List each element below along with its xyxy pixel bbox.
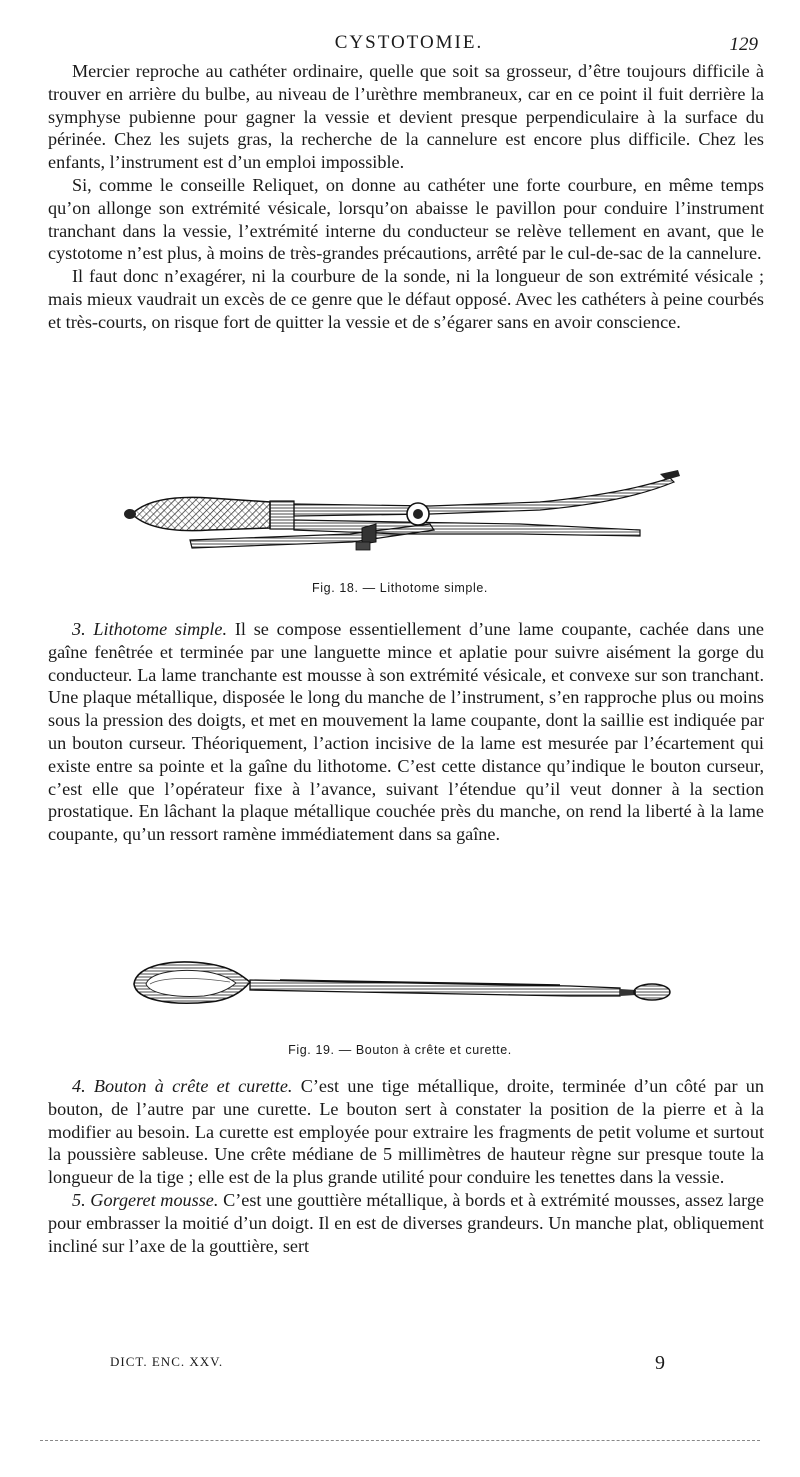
figure-18-caption: Fig. 18. — Lithotome simple. (312, 581, 488, 595)
paragraph-exagerer: Il faut donc n’exagérer, ni la courbure de la sonde, ni la longueur de son extrémité vésicale ; mais mieux vaudrait un excès de ce genre que le défaut opposé. Avec les cathéters à peine courbés et très-courts, on risque fort de quitter la vessie et de s’égarer sans en avoir conscience. (48, 266, 764, 332)
running-title: CYSTOTOMIE. (334, 32, 484, 53)
text-block-lithotome (48, 618, 764, 846)
text-block-curette (48, 1075, 764, 1257)
paragraph-reliquet: Si, comme le conseille Reliquet, on donne au cathéter une forte courbure, en même temps qu’on allonge son extrémité vésicale, lorsqu’on abaisse le pavillon pour conduire l’instrument tranchant dans la vessie, l’extrémité interne du conducteur se relève tellement en avant, que le cystotome n’est plus, à moins de très-grandes précautions, arrêté par le cul-de-sac de la cannelure. (48, 174, 764, 264)
signature-mark: DICT. ENC. XXV. (110, 1354, 224, 1369)
running-head (48, 30, 770, 60)
bouton-heading: 4. Bouton à crête et curette. (72, 1076, 293, 1096)
gorgeret-text: C’est une gouttière métallique, à bords et à extrémité mousses, assez large pour embrasser la moitié d’un doigt. Il en est de diverses grandeurs. Un manche plat, obliquement incliné sur l’axe de la gouttière, sert (48, 1189, 764, 1256)
paragraph-lithotome (48, 618, 764, 846)
signature-line (110, 1352, 690, 1378)
gorgeret-heading: 5. Gorgeret mousse. (72, 1189, 219, 1210)
lithotome-text: Il se compose essentiellement d’une lame coupante, cachée dans une gaîne fenêtrée et terminée par une languette mince et aplatie pour suivre aisément la gorge du conducteur. La lame tranchante est mousse à son extrémité vésicale, et convexe sur son tranchant. Une plaque métallique, disposée le long du manche de l’instrument, s’en rapproche plus ou moins sous la pression des doigts, et met en mouvement la lame coupante, dont la saillie est indiquée par un bouton curseur. Théoriquement, l’action incisive de la lame est mesurée par l’écartement qui existe entre sa pointe et la gaîne du lithotome. C’est cette distance qu’indique le bouton curseur, c’est elle que l’opérateur fixe à l’avance, suivant l’étendue qu’il veut donner à la section prostatique. En lâchant la plaque métallique couchée près du manche, on rend la liberté à la lame coupante, qu’un ressort ramène immédiatement dans sa gaîne. (48, 619, 765, 845)
paragraph-mercier: Mercier reproche au cathéter ordinaire, quelle que soit sa grosseur, d’être toujours difficile à trouver en arrière du bulbe, au niveau de l’urèthre membraneux, car en ce point il fuit derrière la symphyse pubienne pour gagner la vessie et devient presque perpendiculaire à la surface du périnée. Chez les sujets gras, la recherche de la cannelure est encore plus difficile. Chez les enfants, l’instrument est d’un emploi impossible. (48, 61, 764, 173)
paragraph-bouton (48, 1075, 764, 1189)
figure-curette (100, 940, 700, 1060)
figure-lithotome (100, 468, 700, 598)
page-bottom-rule (40, 1440, 760, 1443)
bouton-text: C’est une tige métallique, droite, terminée d’un côté par un bouton, de l’autre par une curette. Le bouton sert à constater la position de la pierre et à la modifier au besoin. La curette est employée pour extraire les fragments de petit volume et surtout la poussière sableuse. Une crête médiane de 5 millimètres de hauteur règne sur presque toute la longueur de la tige ; elle est de la plus grande utilité pour conduire les tenettes dans la vessie. (48, 1076, 764, 1188)
page-number: 129 (729, 34, 758, 55)
paragraph-gorgeret (48, 1189, 764, 1257)
signature-number: 9 (655, 1352, 665, 1374)
lithotome-heading: 3. Lithotome simple. (72, 619, 228, 639)
text-block-cathether (48, 60, 764, 334)
curette-illustration (100, 940, 700, 1030)
figure-19-caption: Fig. 19. — Bouton à crête et curette. (288, 1043, 512, 1057)
lithotome-illustration (100, 468, 700, 578)
